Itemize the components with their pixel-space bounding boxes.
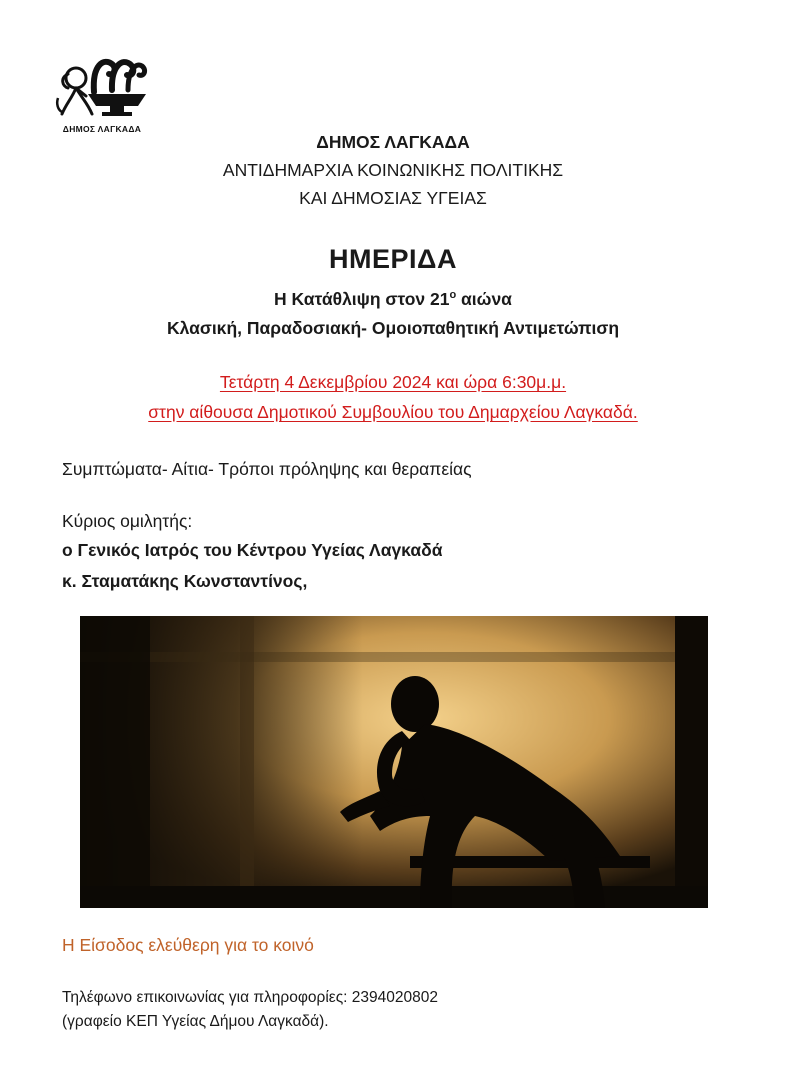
silhouette-illustration: [80, 616, 708, 908]
contact-phone: Τηλέφωνο επικοινωνίας για πληροφορίες: 2394020802: [62, 989, 438, 1006]
event-date-text: Τετάρτη 4 Δεκεμβρίου 2024 και ώρα 6:30μ.μ.: [219, 372, 567, 392]
contact-office: (γραφείο ΚΕΠ Υγείας Δήμου Λαγκαδά).: [62, 1013, 329, 1030]
subtitle-superscript: ο: [449, 289, 457, 302]
subtitle-part-1: Η Κατάθλιψη στον 21: [274, 289, 450, 309]
speaker-name: κ. Σταματάκης Κωνσταντίνος,: [62, 571, 308, 591]
topics-line: Συμπτώματα- Αίτια- Τρόποι πρόληψης και θεραπείας: [62, 459, 472, 479]
subtitle-part-2: αιώνα: [456, 289, 512, 309]
municipality-logo: [54, 52, 150, 134]
department-line-1: ΑΝΤΙΔΗΜΑΡΧΙΑ ΚΟΙΝΩΝΙΚΗΣ ΠΟΛΙΤΙΚΗΣ: [222, 160, 564, 180]
speaker-role: ο Γενικός Ιατρός του Κέντρου Υγείας Λαγκαδά: [62, 540, 443, 560]
department-line-2: ΚΑΙ ΔΗΜΟΣΙΑΣ ΥΓΕΙΑΣ: [299, 188, 487, 208]
event-subtitle-2: Κλασική, Παραδοσιακή- Ομοιοπαθητική Αντιμετώπιση: [166, 318, 620, 338]
event-place: [0, 402, 786, 423]
event-place-text: στην αίθουσα Δημοτικού Συμβουλίου του Δημαρχείου Λαγκαδά.: [148, 402, 638, 422]
event-title: ΗΜΕΡΙΔΑ: [329, 244, 457, 274]
organization-name: ΔΗΜΟΣ ΛΑΓΚΑΔΑ: [316, 132, 470, 152]
event-date: [0, 372, 786, 393]
entry-notice: Η Είσοδος ελεύθερη για το κοινό: [62, 935, 314, 955]
depressed-man-silhouette-photo: [80, 616, 708, 908]
logo-caption: ΔΗΜΟΣ ΛΑΓΚΑΔΑ: [62, 124, 142, 134]
lion-fountain-emblem-icon: [54, 52, 150, 122]
speaker-label: Κύριος ομιλητής:: [62, 511, 193, 531]
event-subtitle: [0, 289, 786, 310]
